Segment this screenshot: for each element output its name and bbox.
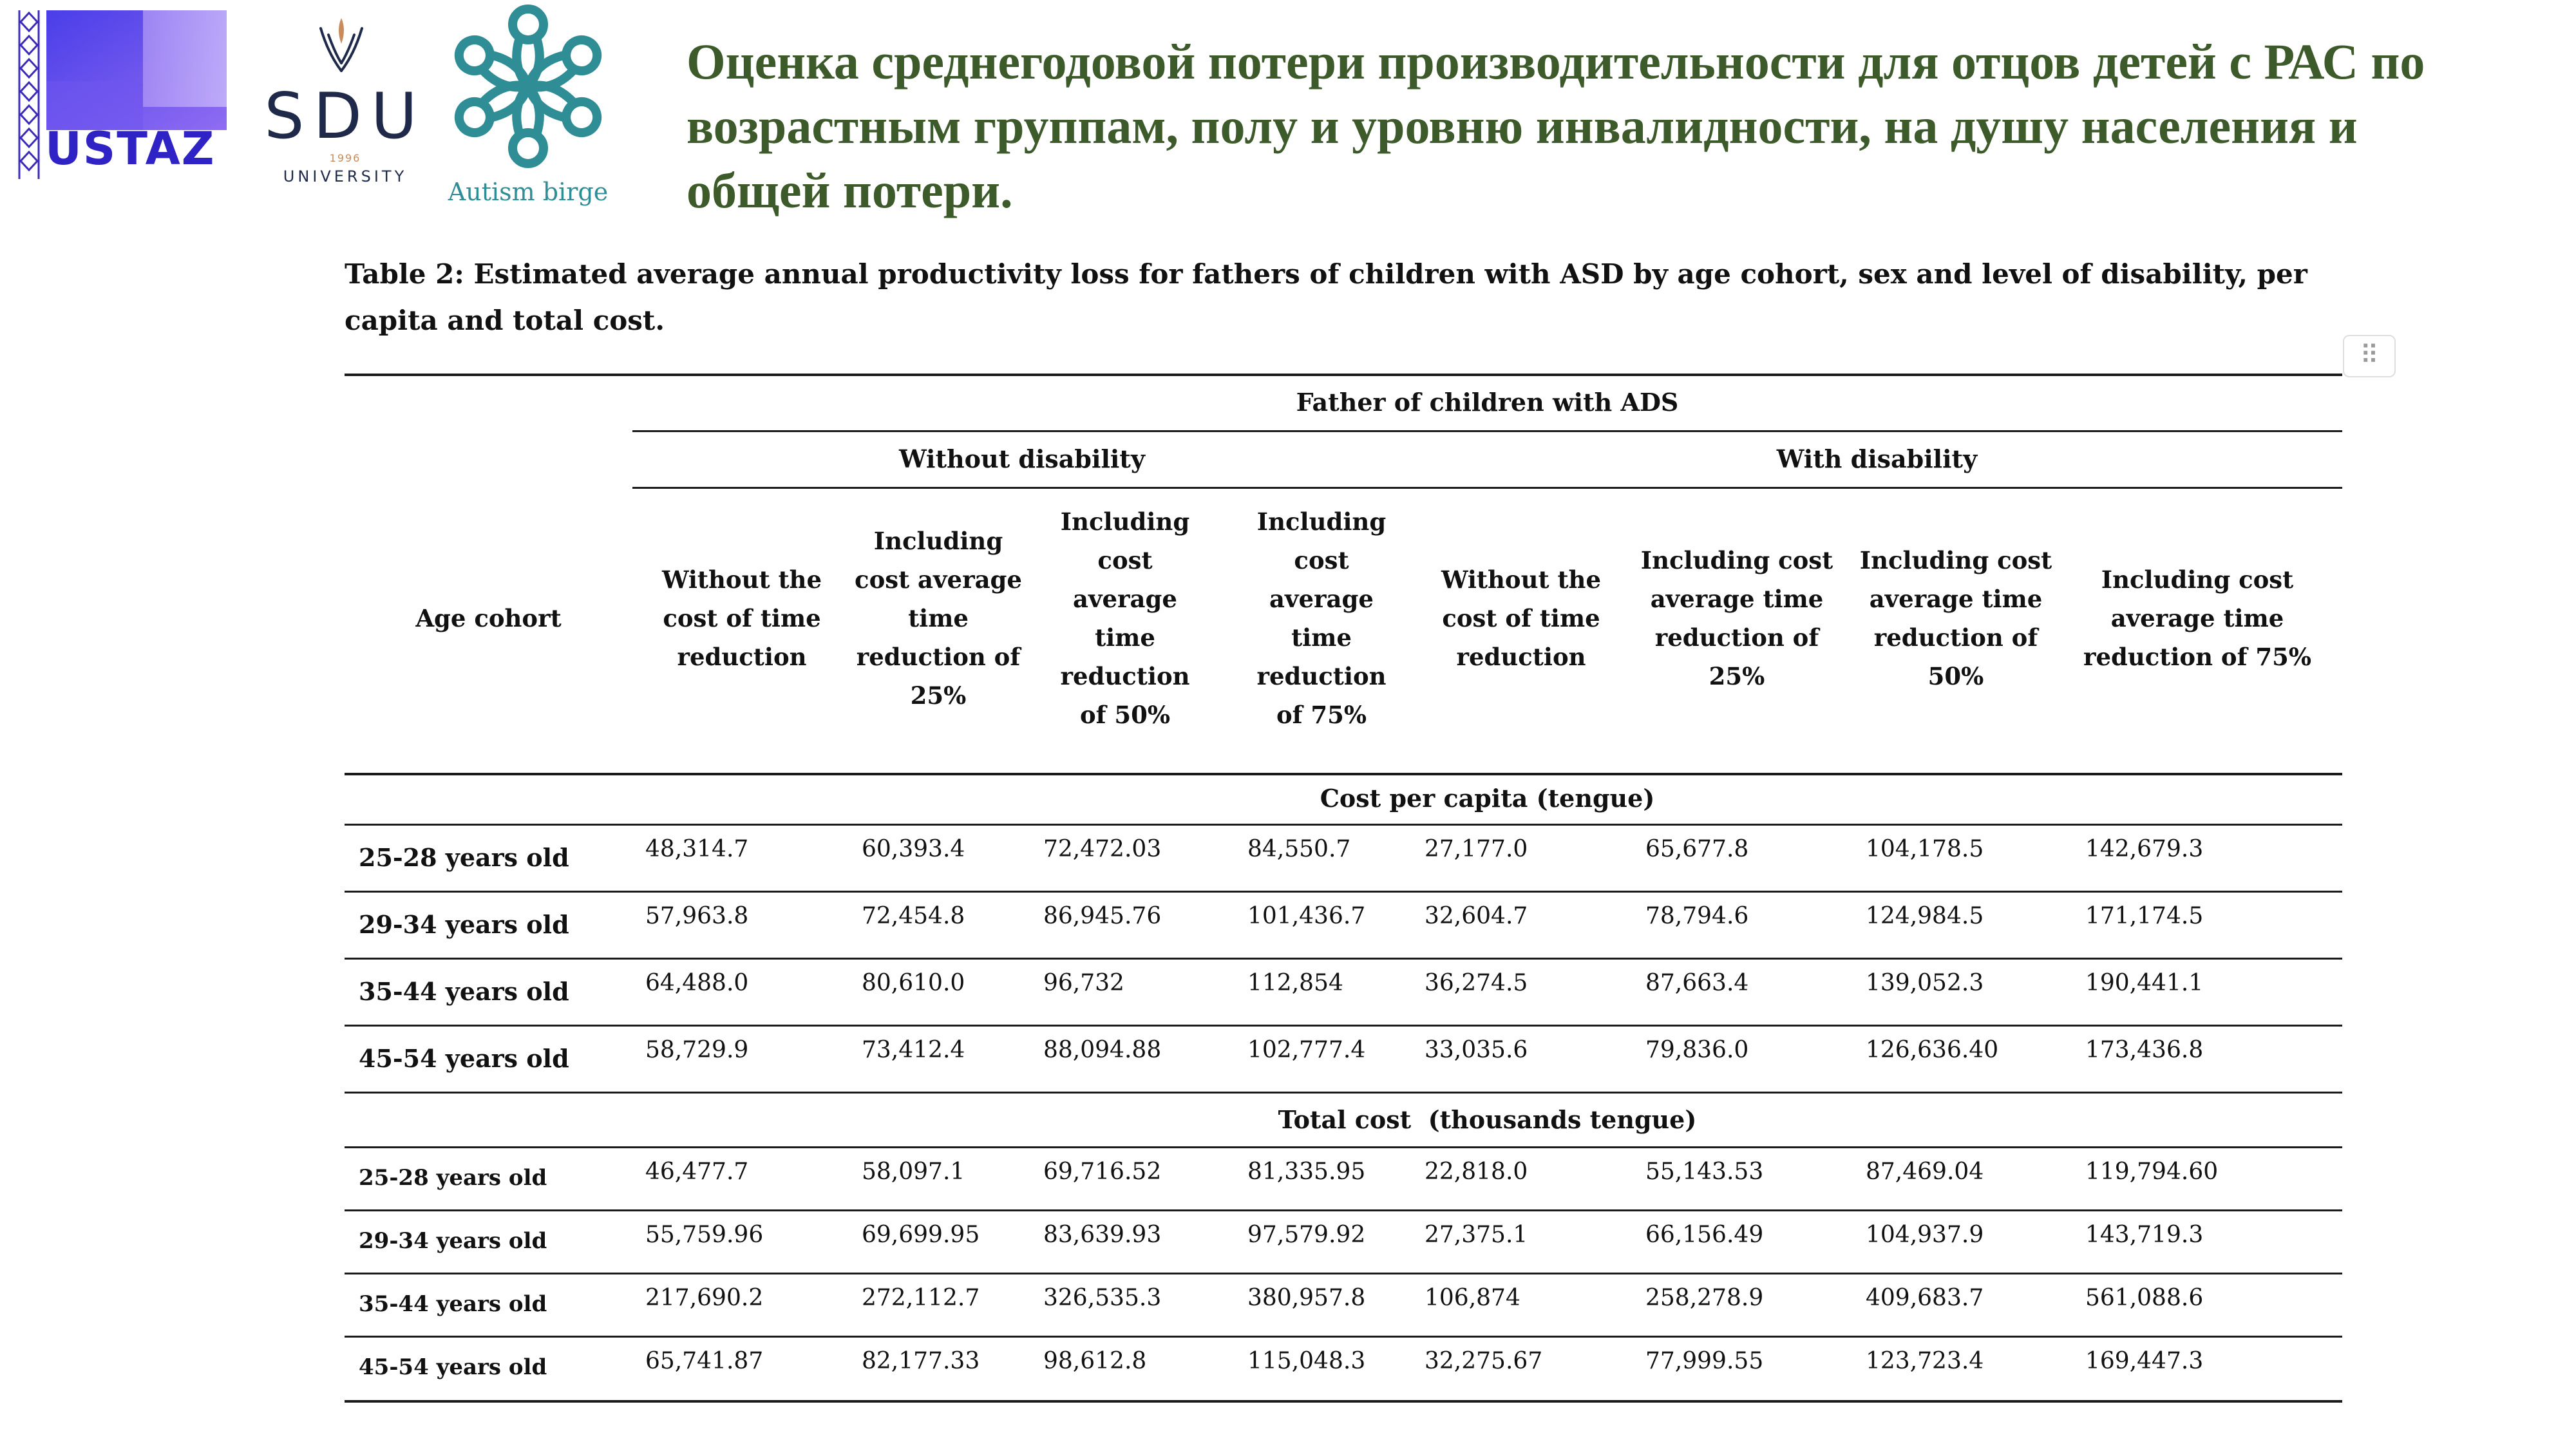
table-cell: 380,957.8 [1247, 1285, 1366, 1311]
table-cell: 79,836.0 [1645, 1037, 1749, 1063]
table-cell: 36,274.5 [1425, 970, 1528, 996]
row-rule [345, 958, 2342, 960]
kazakh-ornament-strip [18, 10, 40, 179]
table-cell: 123,723.4 [1866, 1348, 1984, 1374]
table-cell: 272,112.7 [862, 1285, 980, 1311]
column-header: Without the cost of time reduction [661, 565, 822, 671]
row-rule [345, 1336, 2342, 1338]
subgroup-with-disability: With disability [1776, 444, 1978, 473]
row-label: 29-34 years old [359, 910, 569, 939]
table-cell: 82,177.33 [862, 1348, 980, 1374]
column-header: Including cost average time reduction of 75% [1256, 507, 1387, 729]
table-cell: 87,663.4 [1645, 970, 1749, 996]
column-header: Including cost average time reduction of 75% [2083, 565, 2312, 671]
row-label: 45-54 years old [359, 1044, 569, 1073]
column-header: Without the cost of time reduction [1441, 565, 1602, 671]
table-cell: 27,375.1 [1425, 1222, 1528, 1248]
table-cell: 46,477.7 [645, 1159, 749, 1185]
table-cell: 142,679.3 [2085, 836, 2204, 862]
table-cell: 69,716.52 [1043, 1159, 1162, 1185]
section-rule [345, 824, 2342, 826]
table-cell: 60,393.4 [862, 836, 965, 862]
table-cell: 119,794.60 [2085, 1159, 2219, 1185]
section-title-per-capita: Cost per capita (tengue) [1320, 784, 1655, 813]
age-cohort-header: Age cohort [415, 604, 562, 632]
table-cell: 124,984.5 [1866, 903, 1984, 929]
autism-birge-emblem-icon [444, 1, 612, 175]
table-cell: 104,178.5 [1866, 836, 1984, 862]
table-cell: 73,412.4 [862, 1037, 965, 1063]
table-cell: 126,636.40 [1866, 1037, 1999, 1063]
table-cell: 69,699.95 [862, 1222, 980, 1248]
table-cell: 139,052.3 [1866, 970, 1984, 996]
row-rule [345, 1025, 2342, 1027]
table-cell: 58,729.9 [645, 1037, 749, 1063]
sdu-logo-text: SDU [264, 80, 426, 153]
table-cell: 217,690.2 [645, 1285, 764, 1311]
table-cell: 104,937.9 [1866, 1222, 1984, 1248]
table-cell: 83,639.93 [1043, 1222, 1162, 1248]
ustaz-logo-text: USTAZ [45, 122, 216, 175]
productivity-loss-table [345, 374, 2342, 1404]
table-cell: 65,741.87 [645, 1348, 764, 1374]
table-cell: 86,945.76 [1043, 903, 1162, 929]
table-cell: 409,683.7 [1866, 1285, 1984, 1311]
table-cell: 48,314.7 [645, 836, 749, 862]
sdu-university-label: UNIVERSITY [283, 167, 408, 185]
table-cell: 55,143.53 [1645, 1159, 1764, 1185]
table-cell: 97,579.92 [1247, 1222, 1366, 1248]
table-cell: 173,436.8 [2085, 1037, 2204, 1063]
table-cell: 84,550.7 [1247, 836, 1351, 862]
row-label: 35-44 years old [359, 1291, 547, 1317]
table-cell: 80,610.0 [862, 970, 965, 996]
table-cell: 115,048.3 [1247, 1348, 1366, 1374]
column-header: Including cost average time reduction of 50% [1859, 546, 2052, 690]
table-cell: 55,759.96 [645, 1222, 764, 1248]
group-header: Father of children with ADS [1296, 388, 1679, 417]
table-caption: Table 2: Estimated average annual productivity loss for fathers of children with ASD by age cohort, sex and level of disability, per capita and total cost. [345, 258, 2307, 336]
table-cell: 72,472.03 [1043, 836, 1162, 862]
row-label: 29-34 years old [359, 1228, 547, 1254]
table-cell: 258,278.9 [1645, 1285, 1764, 1311]
autism-birge-logo-text: Autism birge [448, 178, 609, 206]
ustaz-logo-mark [46, 10, 227, 130]
drag-handle-icon[interactable]: ⠿ [2343, 335, 2396, 377]
table-cell: 27,177.0 [1425, 836, 1528, 862]
section-title-total-cost: Total cost (thousands tengue) [1278, 1105, 1697, 1134]
table-cell: 77,999.55 [1645, 1348, 1764, 1374]
subgroup-without-disability: Without disability [899, 444, 1145, 473]
row-label: 45-54 years old [359, 1354, 547, 1380]
table-cell: 88,094.88 [1043, 1037, 1162, 1063]
table-cell: 72,454.8 [862, 903, 965, 929]
row-rule [345, 1273, 2342, 1274]
row-label: 25-28 years old [359, 1165, 547, 1191]
sdu-laurel-icon [314, 15, 368, 80]
group-header-rule [632, 430, 2342, 432]
table-cell: 171,174.5 [2085, 903, 2204, 929]
table-cell: 169,447.3 [2085, 1348, 2204, 1374]
table-cell: 66,156.49 [1645, 1222, 1764, 1248]
table-cell: 143,719.3 [2085, 1222, 2204, 1248]
table-cell: 78,794.6 [1645, 903, 1749, 929]
slide-title: Оценка среднегодовой потери производительности для отцов детей с РАС по возрастным группам, полу и уровню инвалидности, на душу населения и общей потери. [687, 33, 2425, 218]
table-cell: 96,732 [1043, 970, 1124, 996]
table-cell: 57,963.8 [645, 903, 749, 929]
subgroup-header-rule [632, 487, 2342, 489]
table-cell: 22,818.0 [1425, 1159, 1528, 1185]
table-cell: 98,612.8 [1043, 1348, 1147, 1374]
table-top-rule [345, 374, 2342, 376]
table-cell: 58,097.1 [862, 1159, 965, 1185]
table-cell: 32,604.7 [1425, 903, 1528, 929]
table-cell: 561,088.6 [2085, 1285, 2204, 1311]
table-cell: 33,035.6 [1425, 1037, 1528, 1063]
table-cell: 65,677.8 [1645, 836, 1749, 862]
sdu-founded-year: 1996 [329, 152, 361, 164]
row-rule [345, 891, 2342, 893]
table-cell: 326,535.3 [1043, 1285, 1162, 1311]
column-header: Including cost average time reduction of 25% [1640, 546, 1833, 690]
table-cell: 190,441.1 [2085, 970, 2204, 996]
row-label: 25-28 years old [359, 843, 569, 872]
row-rule [345, 1209, 2342, 1211]
table-cell: 64,488.0 [645, 970, 749, 996]
table-cell: 87,469.04 [1866, 1159, 1984, 1185]
table-cell: 81,335.95 [1247, 1159, 1366, 1185]
table-cell: 106,874 [1425, 1285, 1520, 1311]
table-bottom-rule [345, 1400, 2342, 1403]
table-cell: 112,854 [1247, 970, 1343, 996]
table-cell: 101,436.7 [1247, 903, 1366, 929]
row-label: 35-44 years old [359, 977, 569, 1006]
section-rule [345, 1146, 2342, 1148]
table-cell: 102,777.4 [1247, 1037, 1366, 1063]
table-cell: 32,275.67 [1425, 1348, 1543, 1374]
column-header: Including cost average time reduction of 50% [1060, 507, 1190, 729]
column-header: Including cost average time reduction of 25% [855, 527, 1022, 710]
